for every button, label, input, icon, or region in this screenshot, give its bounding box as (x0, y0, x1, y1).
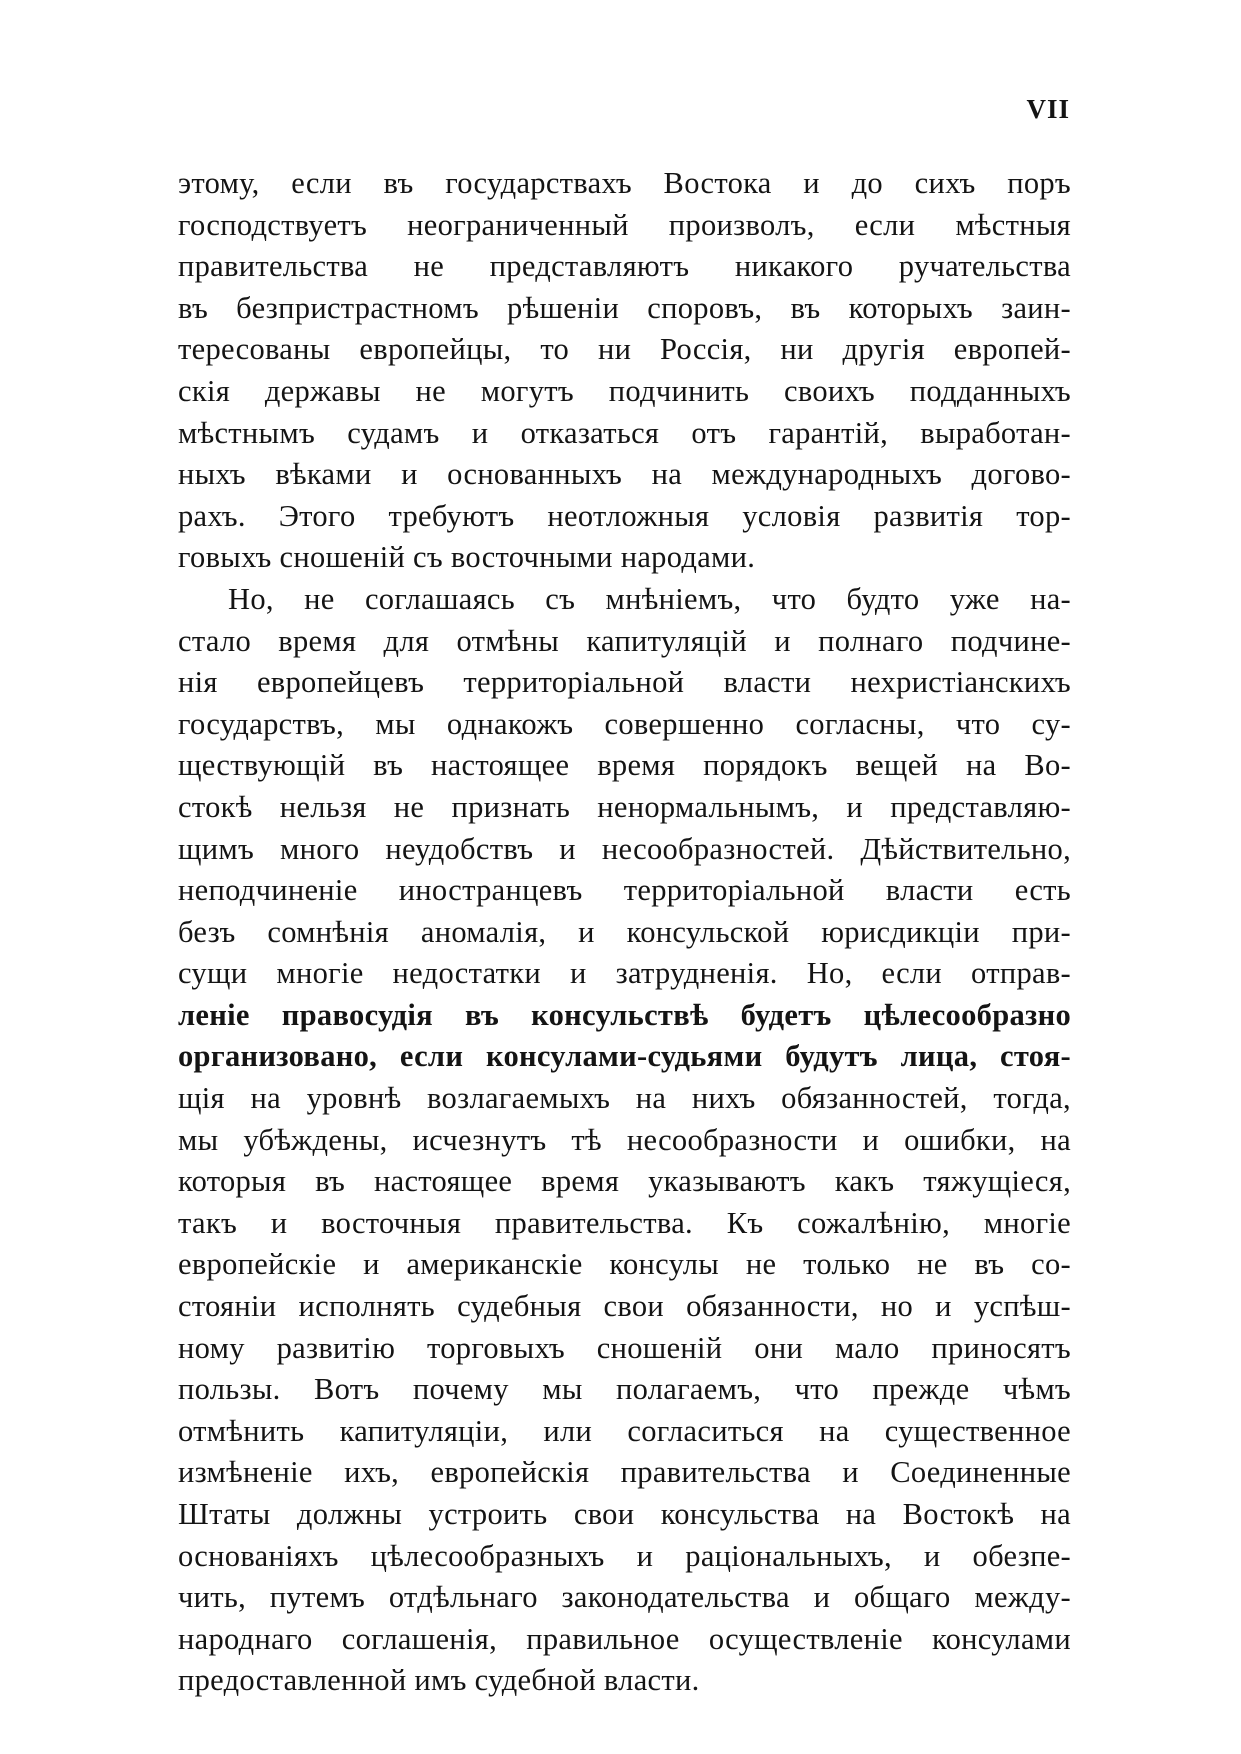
text-line: народнаго соглашенія, правильное осуществленіе консулами (178, 1621, 1071, 1656)
text-line: стояніи исполнять судебныя свои обязанности, но и успѣш- (178, 1289, 1071, 1324)
text-line: говыхъ сношеній съ восточными народами. (178, 540, 756, 575)
page-number: VII (1026, 94, 1070, 124)
text-line: тересованы европейцы, то ни Россія, ни другія европей- (178, 332, 1071, 367)
text-line: чить, путемъ отдѣльнаго законодательства и общаго между- (178, 1580, 1071, 1615)
text-line: ныхъ вѣками и основанныхъ на международныхъ догово- (178, 457, 1071, 492)
text-line: безъ сомнѣнія аномалія, и консульской юрисдикціи при- (178, 914, 1071, 949)
text-line: измѣненіе ихъ, европейскія правительства и Соединенные (178, 1455, 1071, 1490)
text-line: ществующій въ настоящее время порядокъ вещей на Во- (178, 748, 1071, 783)
text-line: Но, не соглашаясь съ мнѣніемъ, что будто уже на- (228, 581, 1071, 616)
text-line: леніе правосудія въ консульствѣ будетъ цѣлесообразно (178, 997, 1071, 1032)
text-line: организовано, если консулами-судьями будутъ лица, стоя- (178, 1039, 1071, 1074)
text-line: предоставленной имъ судебной власти. (178, 1663, 700, 1698)
text-line: такъ и восточныя правительства. Къ сожалѣнію, многіе (178, 1205, 1071, 1240)
text-line: скія державы не могутъ подчинить своихъ подданныхъ (178, 373, 1071, 408)
text-line: мы убѣждены, исчезнутъ тѣ несообразности и ошибки, на (178, 1122, 1071, 1157)
body-text (178, 163, 1071, 1702)
text-line: господствуетъ неограниченный произволъ, если мѣстныя (178, 207, 1071, 242)
text-line: европейскіе и американскіе консулы не только не въ со- (178, 1247, 1071, 1282)
text-line: рахъ. Этого требуютъ неотложныя условія развитія тор- (178, 498, 1071, 533)
text-line: въ безпристрастномъ рѣшеніи споровъ, въ которыхъ заин- (178, 290, 1071, 325)
text-line: отмѣнить капитуляціи, или согласиться на существенное (178, 1413, 1071, 1448)
text-line: пользы. Вотъ почему мы полагаемъ, что прежде чѣмъ (178, 1372, 1071, 1407)
paragraph-2 (178, 579, 1071, 1702)
text-line: мѣстнымъ судамъ и отказаться отъ гарантій, выработан- (178, 415, 1071, 450)
text-line: щимъ много неудобствъ и несообразностей. Дѣйствительно, (178, 831, 1071, 866)
paragraph-1 (178, 163, 1071, 579)
text-line: Штаты должны устроить свои консульства на Востокѣ на (178, 1497, 1071, 1531)
text-line: этому, если въ государствахъ Востока и до сихъ поръ (178, 166, 1071, 200)
text-line: стокѣ нельзя не признать ненормальнымъ, и представляю- (178, 789, 1071, 824)
text-line: сущи многіе недостатки и затрудненія. Но, если отправ- (178, 956, 1071, 991)
text-line: государствъ, мы однакожъ совершенно согласны, что су- (178, 706, 1071, 741)
text-line: правительства не представляютъ никакого ручательства (178, 249, 1071, 284)
text-line: которыя въ настоящее время указываютъ какъ тяжущіеся, (178, 1164, 1071, 1199)
text-line: ному развитію торговыхъ сношеній они мало приносятъ (178, 1330, 1071, 1365)
text-line: основаніяхъ цѣлесообразныхъ и раціональныхъ, и обезпе- (178, 1538, 1071, 1573)
text-line: неподчиненіе иностранцевъ территоріальной власти есть (178, 873, 1071, 908)
text-line: нія европейцевъ территоріальной власти нехристіанскихъ (178, 665, 1071, 700)
text-line: стало время для отмѣны капитуляцій и полнаго подчине- (178, 623, 1071, 658)
text-line: щія на уровнѣ возлагаемыхъ на нихъ обязанностей, тогда, (178, 1081, 1071, 1116)
